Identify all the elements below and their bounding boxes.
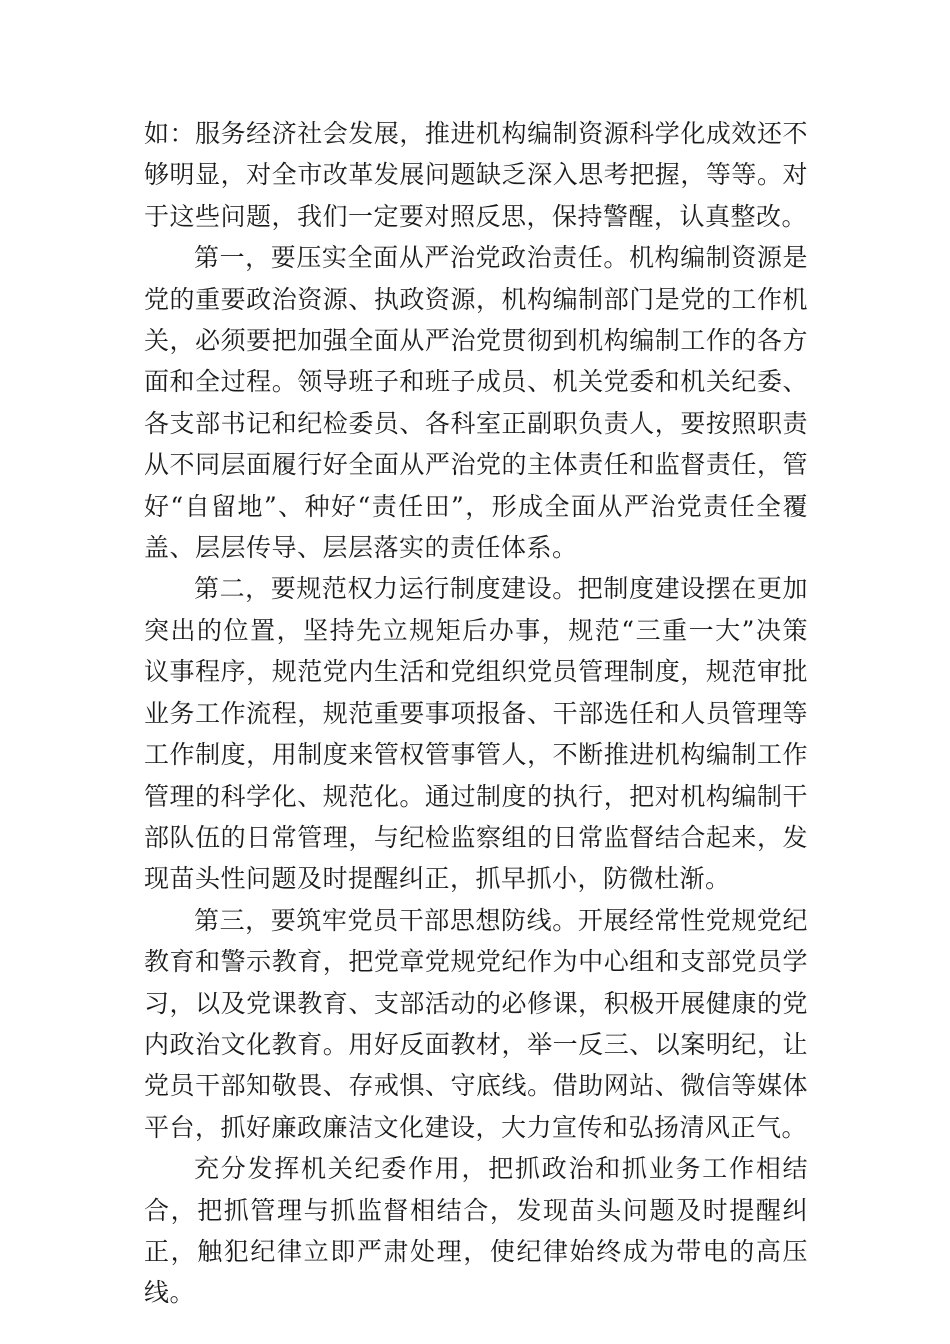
paragraph-continuation: 如：服务经济社会发展，推进机构编制资源科学化成效还不够明显，对全市改革发展问题缺乏深入思考把握，等等。对于这些问题，我们一定要对照反思，保持警醒，认真整改。 (144, 119, 808, 231)
document-body (144, 113, 808, 1314)
paragraph-first-point: 第一，要压实全面从严治党政治责任。机构编制资源是党的重要政治资源、执政资源，机构编制部门是党的工作机关，必须要把加强全面从严治党贯彻到机构编制工作的各方面和全过程。领导班子和班子成员、机关党委和机关纪委、各支部书记和纪检委员、各科室正副职负责人，要按照职责从不同层面履行好全面从严治党的主体责任和监督责任，管好“自留地”、种好“责任田”，形成全面从严治党责任全覆盖、层层传导、层层落实的责任体系。 (144, 243, 808, 563)
paragraph-third-point: 第三，要筑牢党员干部思想防线。开展经常性党规党纪教育和警示教育，把党章党规党纪作为中心组和支部党员学习，以及党课教育、支部活动的必修课，积极开展健康的党内政治文化教育。用好反面教材，举一反三、以案明纪，让党员干部知敬畏、存戒惧、守底线。借助网站、微信等媒体平台，抓好廉政廉洁文化建设，大力宣传和弘扬清风正气。 (144, 905, 808, 1142)
paragraph-closing: 充分发挥机关纪委作用，把抓政治和抓业务工作相结合，把抓管理与抓监督相结合，发现苗头问题及时提醒纠正，触犯纪律立即严肃处理，使纪律始终成为带电的高压线。 (144, 1154, 808, 1308)
paragraph-second-point: 第二，要规范权力运行制度建设。把制度建设摆在更加突出的位置，坚持先立规矩后办事，规范“三重一大”决策议事程序，规范党内生活和党组织党员管理制度，规范审批业务工作流程，规范重要事项报备、干部选任和人员管理等工作制度，用制度来管权管事管人，不断推进机构编制工作管理的科学化、规范化。通过制度的执行，把对机构编制干部队伍的日常管理，与纪检监察组的日常监督结合起来，发现苗头性问题及时提醒纠正，抓早抓小，防微杜渐。 (144, 574, 808, 894)
